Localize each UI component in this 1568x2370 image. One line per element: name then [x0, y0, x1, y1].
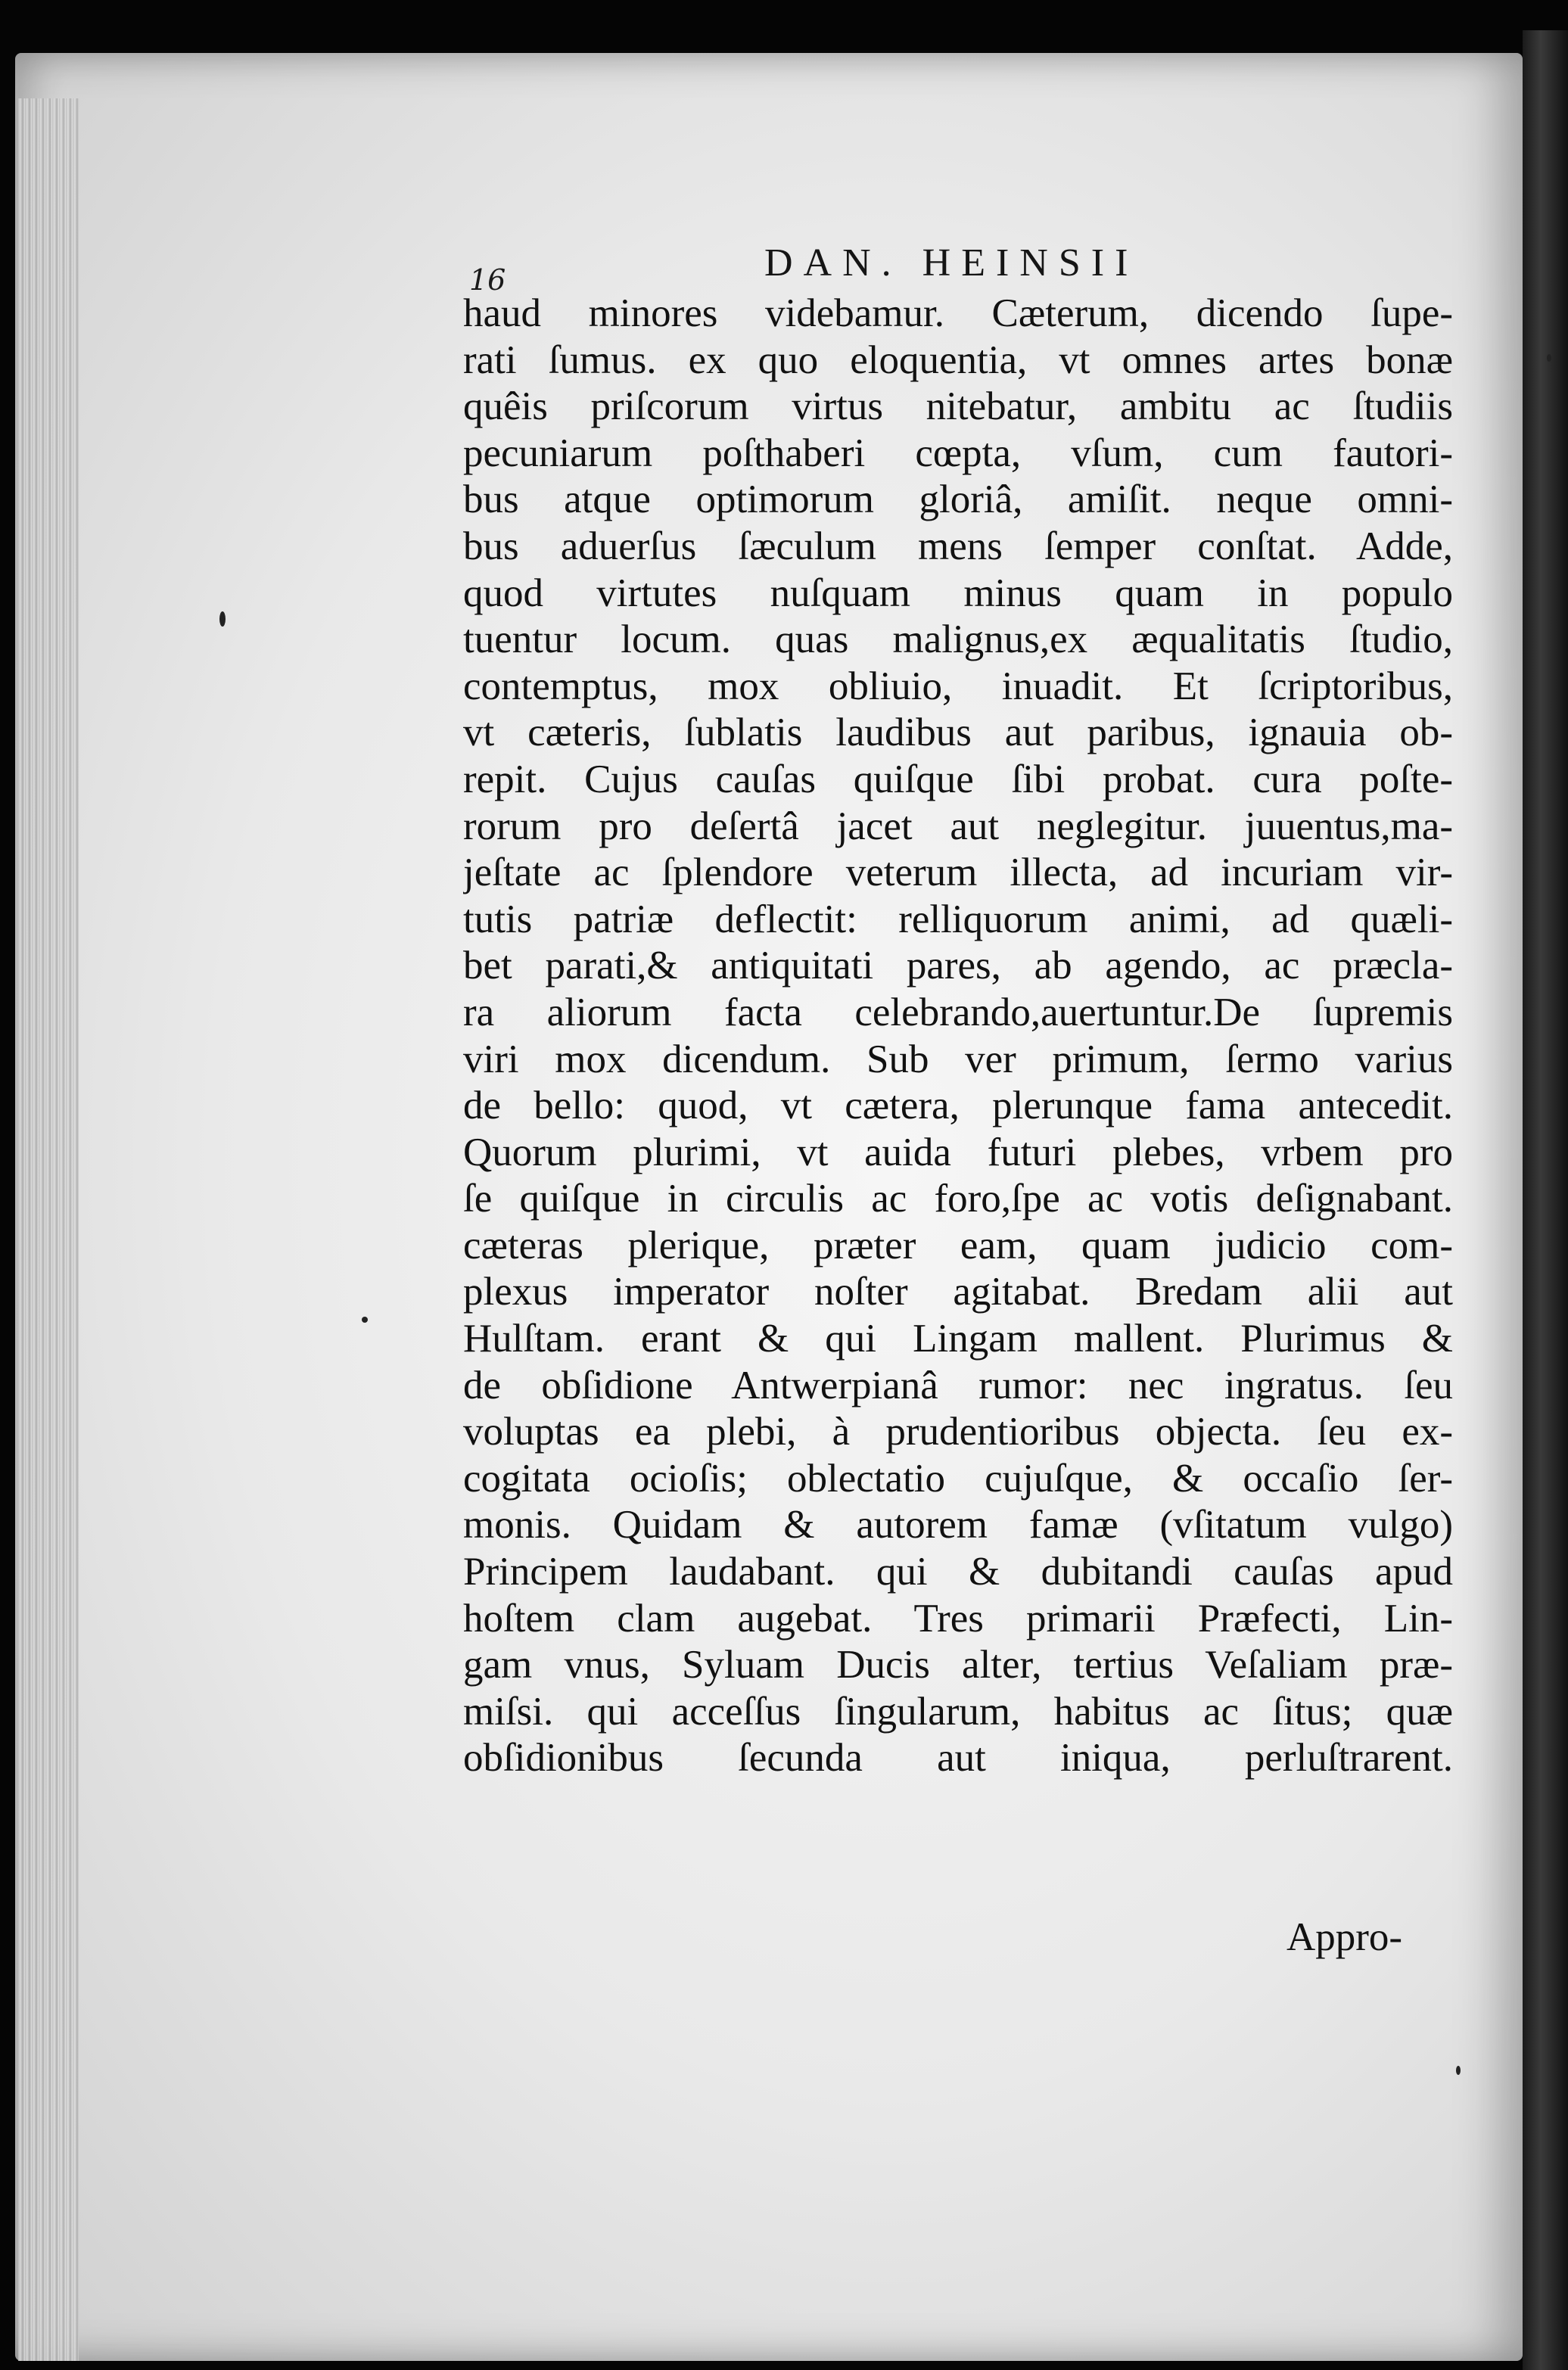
text-line: ſe quiſque in circulis ac foro,ſpe ac votis deſignabant.: [463, 1177, 1453, 1221]
text-line: de obſidione Antwerpianâ rumor: nec ingratus. ſeu: [463, 1363, 1453, 1407]
text-line: hoſtem clam augebat. Tres primarii Præfecti, Lin-: [463, 1596, 1453, 1641]
text-line: obſidionibus ſecunda aut iniqua, perluſtrarent.: [463, 1736, 1453, 1781]
text-line: monis. Quidam & autorem famæ (vſitatum vulgo): [463, 1503, 1453, 1547]
text-line: bus aduerſus ſæculum mens ſemper conſtat. Adde,: [463, 524, 1453, 568]
text-line: cæteras plerique, præter eam, quam judicio com-: [463, 1223, 1453, 1267]
text-line: contemptus, mox obliuio, inuadit. Et ſcriptoribus,: [463, 664, 1453, 708]
body-text: [463, 291, 1453, 1986]
catchword: Appro-: [1286, 1915, 1403, 1959]
text-line: voluptas ea plebi, à prudentioribus objecta. ſeu ex-: [463, 1410, 1453, 1454]
text-line: quod virtutes nuſquam minus quam in populo: [463, 571, 1453, 615]
ink-speck: [1456, 2066, 1461, 2075]
ink-speck: [362, 1317, 368, 1323]
running-head: DAN. HEINSII: [764, 241, 1139, 285]
text-line: Hulſtam. erant & qui Lingam mallent. Plurimus &: [463, 1317, 1453, 1361]
text-line: rati ſumus. ex quo eloquentia, vt omnes artes bonæ: [463, 337, 1453, 382]
text-line: tuentur locum. quas malignus,ex æqualitatis ſtudio,: [463, 617, 1453, 662]
ink-speck: [1547, 354, 1551, 362]
text-line: pecuniarum poſthaberi cœpta, vſum, cum fautori-: [463, 431, 1453, 475]
adjacent-page-edge: [1523, 30, 1568, 2370]
text-line: miſsi. qui acceſſus ſingularum, habitus ac ſitus; quæ: [463, 1689, 1453, 1734]
text-line: cogitata ocioſis; oblectatio cujuſque, & occaſio ſer-: [463, 1456, 1453, 1501]
stacked-page-edges: [18, 98, 79, 2361]
text-line: haud minores videbamur. Cæterum, dicendo ſupe-: [463, 291, 1453, 335]
text-line: Principem laudabant. qui & dubitandi cauſas apud: [463, 1550, 1453, 1594]
text-line: jeſtate ac ſplendore veterum illecta, ad incuriam vir-: [463, 851, 1453, 895]
text-line: ra aliorum facta celebrando,auertuntur.De ſupremis: [463, 990, 1453, 1034]
text-line: viri mox dicendum. Sub ver primum, ſermo varius: [463, 1037, 1453, 1081]
page-number: 16: [469, 263, 506, 297]
text-line: de bello: quod, vt cætera, plerunque fama antecedit.: [463, 1084, 1453, 1128]
text-line: repit. Cujus cauſas quiſque ſibi probat. cura poſte-: [463, 757, 1453, 801]
text-line: plexus imperator noſter agitabat. Bredam alii aut: [463, 1270, 1453, 1314]
text-line: gam vnus, Syluam Ducis alter, tertius Veſaliam præ-: [463, 1643, 1453, 1687]
text-line: bus atque optimorum gloriâ, amiſit. neque omni-: [463, 477, 1453, 522]
text-line: bet parati,& antiquitati pares, ab agendo, ac præcla-: [463, 944, 1453, 988]
text-line: tutis patriæ deflectit: relliquorum animi, ad quæli-: [463, 897, 1453, 941]
text-line: rorum pro deſertâ jacet aut neglegitur. juuentus,ma-: [463, 804, 1453, 848]
text-line: vt cæteris, ſublatis laudibus aut paribus, ignauia ob-: [463, 711, 1453, 755]
text-line: quêis priſcorum virtus nitebatur, ambitu ac ſtudiis: [463, 384, 1453, 429]
ink-speck: [219, 611, 226, 627]
text-line: Quorum plurimi, vt auida futuri plebes, vrbem pro: [463, 1130, 1453, 1174]
